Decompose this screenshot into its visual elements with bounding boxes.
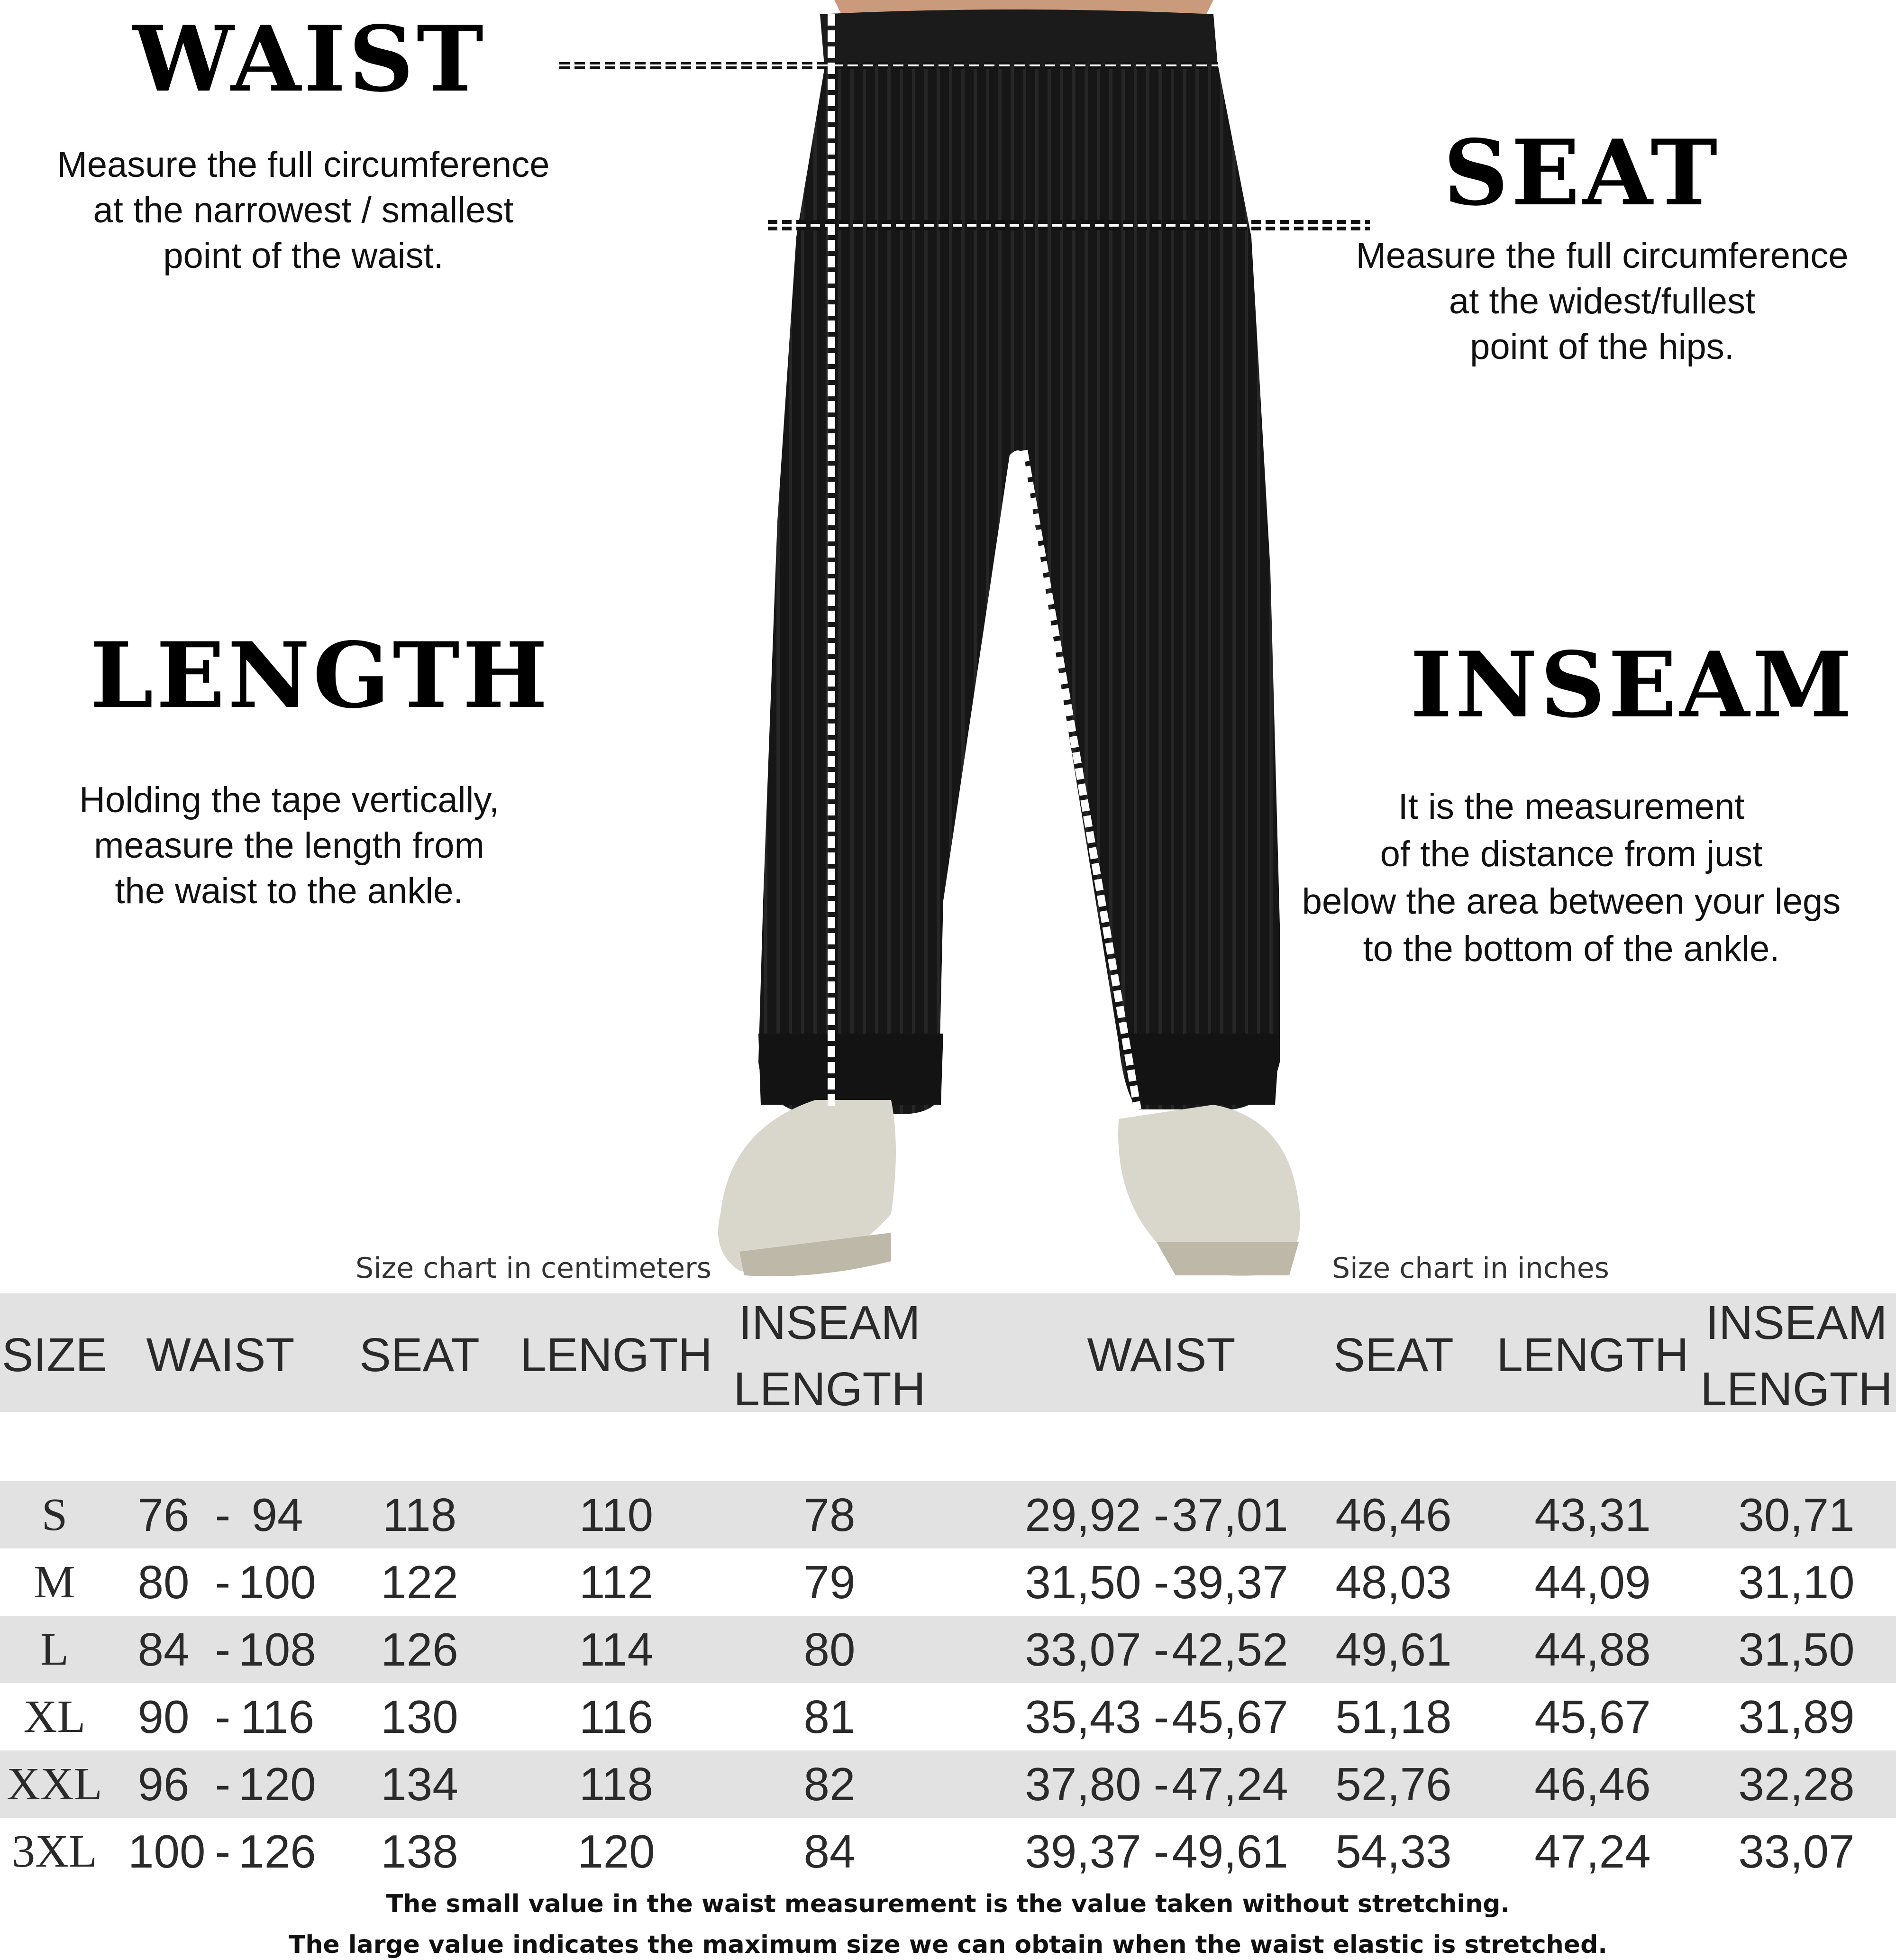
seat-heading: SEAT [1443,120,1721,226]
header-inseam-cm: INSEAM LENGTH [733,1296,926,1416]
cell-waist-in-max: 42,52 [1172,1623,1288,1676]
cell-waist-cm-max: 108 [238,1623,316,1676]
header-waist-cm: WAIST [146,1328,295,1382]
cell-waist-in-max: 39,37 [1172,1556,1288,1608]
cell-seat-cm: 130 [381,1691,458,1743]
cell-length-cm: 114 [579,1623,654,1676]
cell-seat-in: 51,18 [1335,1691,1452,1743]
cell-waist-in-max: 49,61 [1172,1825,1288,1878]
cell-size: M [34,1557,75,1608]
cell-waist-cm-min: 76 [137,1489,190,1541]
header-seat-cm: SEAT [359,1328,480,1382]
cell-size: L [40,1624,69,1675]
cell-inseam-cm: 84 [803,1825,856,1878]
cell-waist-in-min: 35,43 [1025,1691,1141,1743]
cell-inseam-in: 30,71 [1738,1489,1855,1541]
cell-inseam-cm: 79 [803,1556,856,1608]
cell-length-cm: 112 [579,1556,654,1608]
cell-waist-in-min: 39,37 [1025,1825,1141,1878]
cell-waist-cm-max: 94 [251,1489,303,1541]
cell-seat-cm: 118 [382,1489,457,1541]
cell-length-in: 44,88 [1534,1623,1651,1676]
range-separator: - [1153,1825,1169,1878]
cell-length-cm: 118 [579,1758,654,1810]
cell-waist-in-min: 31,50 [1025,1556,1141,1608]
length-description: Holding the tape vertically, measure the length from the waist to the ankle. [79,780,499,911]
inseam-heading: INSEAM [1410,632,1855,738]
cell-length-cm: 110 [579,1489,654,1541]
table-row [0,1548,1896,1616]
range-separator: - [1153,1623,1169,1676]
header-inseam-in: INSEAM LENGTH [1700,1296,1893,1416]
table-row [0,1683,1896,1750]
cell-size: XL [23,1691,86,1742]
cell-inseam-cm: 82 [803,1758,856,1810]
cell-inseam-in: 31,89 [1738,1691,1855,1743]
cell-waist-cm-min: 90 [137,1691,190,1743]
caption-centimeters: Size chart in centimeters [356,1252,711,1285]
cell-waist-cm-max: 126 [238,1825,316,1878]
table-row [0,1481,1896,1548]
cell-length-cm: 116 [579,1691,654,1743]
cell-seat-in: 52,76 [1335,1758,1452,1810]
header-seat-in: SEAT [1333,1328,1454,1382]
header-waist-in: WAIST [1087,1328,1236,1382]
cell-length-in: 47,24 [1534,1825,1651,1878]
cell-seat-in: 49,61 [1335,1623,1452,1676]
range-separator: - [215,1556,231,1608]
cell-length-in: 46,46 [1534,1758,1651,1810]
cell-inseam-in: 31,50 [1738,1623,1855,1676]
waist-description: Measure the full circumference at the narrowest / smallest point of the waist. [57,145,550,276]
cell-inseam-cm: 80 [803,1623,856,1676]
cell-seat-in: 48,03 [1335,1556,1452,1608]
cell-inseam-cm: 78 [803,1489,856,1541]
range-separator: - [215,1691,231,1743]
range-separator: - [215,1825,231,1878]
cell-waist-cm-min: 84 [137,1623,190,1676]
header-size: SIZE [1,1328,108,1382]
cell-waist-cm-min: 80 [137,1556,190,1608]
length-heading: LENGTH [90,623,551,728]
cell-waist-cm-max: 120 [238,1758,316,1810]
cell-waist-cm-min: 100 [128,1825,206,1878]
range-separator: - [1153,1489,1169,1541]
header-length-in: LENGTH [1496,1328,1689,1382]
range-separator: - [1153,1758,1169,1810]
cell-waist-cm-max: 116 [240,1691,315,1743]
cell-length-in: 44,09 [1534,1556,1651,1608]
range-separator: - [215,1489,231,1541]
cell-inseam-cm: 81 [803,1691,856,1743]
cell-waist-in-min: 29,92 [1025,1489,1141,1541]
cell-seat-in: 54,33 [1335,1825,1452,1878]
pants-waistband [820,9,1218,71]
cell-seat-in: 46,46 [1335,1489,1452,1541]
footnote-unstretched: The small value in the waist measurement is the value taken without stretching. [386,1890,1510,1918]
cell-length-in: 43,31 [1534,1489,1651,1541]
waist-heading: WAIST [133,6,487,112]
cell-waist-in-max: 37,01 [1172,1489,1288,1541]
table-row [0,1616,1896,1683]
inseam-description: It is the measurement of the distance from just below the area between your legs to the bottom of the ankle. [1302,787,1841,969]
seat-description: Measure the full circumference at the widest/fullest point of the hips. [1356,236,1849,367]
cell-length-in: 45,67 [1534,1691,1651,1743]
left-cuff [758,1034,943,1105]
table-row [0,1750,1896,1818]
cell-inseam-in: 31,10 [1738,1556,1855,1608]
range-separator: - [1153,1556,1169,1608]
range-separator: - [215,1623,231,1676]
cell-waist-in-min: 37,80 [1025,1758,1141,1810]
cell-waist-cm-min: 96 [137,1758,190,1810]
cell-size: 3XL [12,1826,97,1877]
cell-waist-in-min: 33,07 [1025,1623,1141,1676]
cell-length-cm: 120 [577,1825,655,1878]
cell-seat-cm: 134 [381,1758,458,1810]
cell-waist-in-max: 47,24 [1172,1758,1288,1810]
cell-waist-in-max: 45,67 [1172,1691,1288,1743]
cell-seat-cm: 138 [381,1825,458,1878]
table-row [0,1818,1896,1885]
range-separator: - [215,1758,231,1810]
right-cuff [1119,1034,1280,1105]
cell-seat-cm: 126 [381,1623,458,1676]
cell-size: S [41,1489,68,1540]
cell-seat-cm: 122 [381,1556,458,1608]
cell-size: XXL [7,1759,102,1810]
caption-inches: Size chart in inches [1332,1252,1609,1285]
cell-waist-cm-max: 100 [238,1556,316,1608]
footnote-stretched: The large value indicates the maximum size we can obtain when the waist elastic is stretched. [288,1931,1608,1959]
cell-inseam-in: 33,07 [1738,1825,1855,1878]
header-length-cm: LENGTH [520,1328,712,1382]
cell-inseam-in: 32,28 [1738,1758,1855,1810]
range-separator: - [1153,1691,1169,1743]
